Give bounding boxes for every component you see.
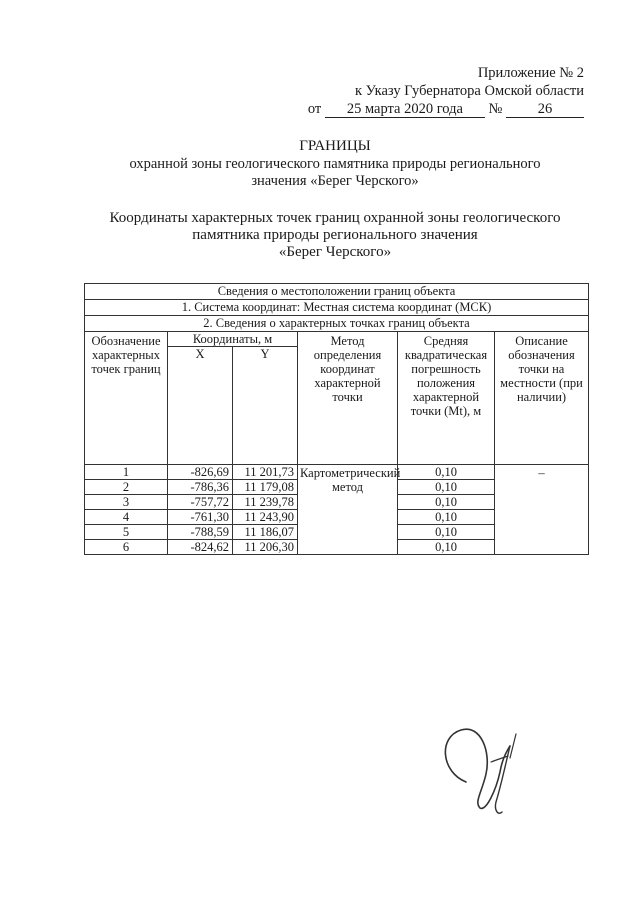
coords-heading-line-3: «Берег Черского» [278,244,392,260]
col-header-x: X [168,347,233,465]
points-header: 2. Сведения о характерных точках границ объекта [85,316,589,332]
point-x: -786,36 [168,480,233,495]
col-header-designation: Обозначение характерных точек границ [85,332,168,465]
point-y: 11 201,73 [233,465,298,480]
coordinates-table [84,283,589,555]
table-row [85,465,589,480]
point-number: 4 [85,510,168,525]
col-header-method: Метод определения координат характерной точки [298,332,398,465]
point-y: 11 206,30 [233,540,298,555]
title-main: ГРАНИЦЫ [299,138,371,154]
coordinates-heading [60,210,610,261]
coords-heading-line-1: Координаты характерных точек границ охранной зоны геологического [109,210,561,226]
annex-number: 26 [506,102,584,118]
point-accuracy: 0,10 [398,480,495,495]
point-x: -761,30 [168,510,233,525]
point-y: 11 243,90 [233,510,298,525]
point-accuracy: 0,10 [398,465,495,480]
coordinate-system: 1. Система координат: Местная система координат (МСК) [85,300,589,316]
table-points-row [85,316,589,332]
point-number: 1 [85,465,168,480]
annex-date: 25 марта 2020 года [325,102,485,118]
document-subtitle [60,156,610,190]
point-y: 11 186,07 [233,525,298,540]
section-header: Сведения о местоположении границ объекта [85,284,589,300]
annex-decree: к Указу Губернатора Омской области [354,83,584,99]
annex-from-label: от [307,101,322,117]
annex-date-line [308,100,584,118]
signature-icon [436,712,536,822]
point-number: 6 [85,540,168,555]
point-number: 2 [85,480,168,495]
method-cell: Картометрический метод [298,465,398,555]
point-number: 3 [85,495,168,510]
table-section-header-row [85,284,589,300]
col-header-description: Описание обозначения точки на местности (при наличии) [495,332,589,465]
document-title [60,138,610,155]
point-accuracy: 0,10 [398,540,495,555]
col-header-coords: Координаты, м [168,332,298,347]
point-x: -788,59 [168,525,233,540]
col-header-accuracy: Средняя квадратическая погрешность положения характерной точки (Mt), м [398,332,495,465]
point-accuracy: 0,10 [398,525,495,540]
coords-heading-line-2: памятника природы регионального значения [192,227,478,243]
point-y: 11 179,08 [233,480,298,495]
point-x: -757,72 [168,495,233,510]
annex-number-label: № [488,101,503,117]
annex-header [308,64,584,118]
col-header-y: Y [233,347,298,465]
annex-title: Приложение № 2 [477,65,584,81]
point-y: 11 239,78 [233,495,298,510]
point-number: 5 [85,525,168,540]
subtitle-line-2: значения «Берег Черского» [251,173,419,189]
point-accuracy: 0,10 [398,510,495,525]
point-x: -826,69 [168,465,233,480]
table-system-row [85,300,589,316]
point-accuracy: 0,10 [398,495,495,510]
subtitle-line-1: охранной зоны геологического памятника природы регионального [129,156,541,172]
table-column-header-row [85,332,589,347]
description-cell: – [495,465,589,555]
point-x: -824,62 [168,540,233,555]
